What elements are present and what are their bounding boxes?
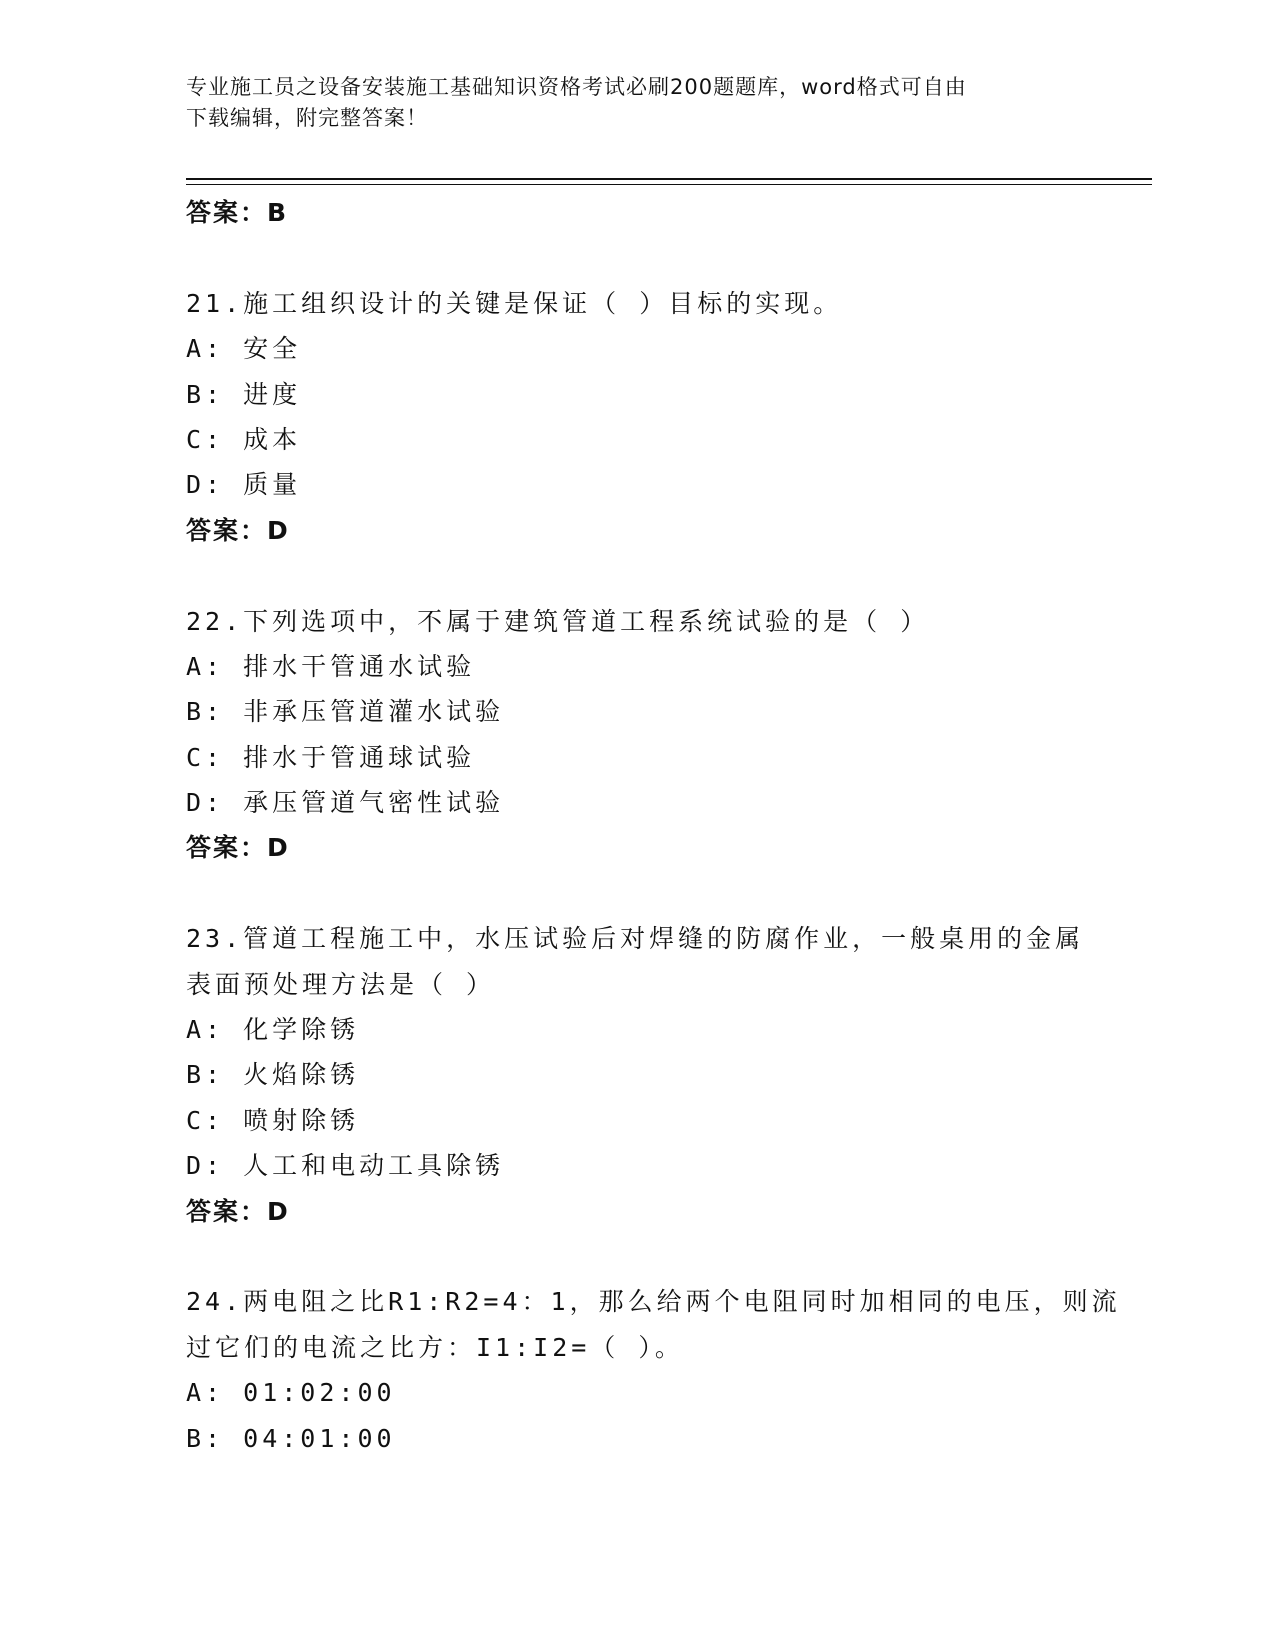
option-b: B: 非承压管道灌水试验: [186, 697, 505, 727]
question-stem-line-1: 23.管道工程施工中，水压试验后对焊缝的防腐作业，一般桌用的金属: [186, 924, 1085, 954]
option-c: C: 喷射除锈: [186, 1105, 360, 1135]
option-a: A: 化学除锈: [186, 1015, 360, 1045]
question-stem-line-2: 表面预处理方法是（ ）: [186, 969, 496, 999]
option-c: C: 排水于管通球试验: [186, 742, 476, 772]
option-b: B: 火焰除锈: [186, 1060, 360, 1090]
answer-line: 答案：D: [186, 833, 290, 863]
question-stem-line-2: 过它们的电流之比方：I1:I2=（ ）。: [186, 1332, 684, 1362]
header-line-1: 专业施工员之设备安装施工基础知识资格考试必刷200题题库，word格式可自由: [186, 75, 967, 99]
question-22: [186, 599, 1106, 871]
option-d: D: 质量: [186, 470, 302, 500]
header-rule-thin: [186, 184, 1152, 185]
option-d: D: 人工和电动工具除锈: [186, 1151, 505, 1181]
answer-line: 答案：B: [186, 198, 289, 227]
question-stem-line-1: 24.两电阻之比R1:R2=4：1，那么给两个电阻同时加相同的电压，则流: [186, 1287, 1121, 1317]
answer-line: 答案：D: [186, 1196, 290, 1226]
answer-line: 答案：D: [186, 515, 290, 545]
option-b: B: 进度: [186, 379, 302, 409]
question-23: [186, 916, 1106, 1234]
document-header: [186, 72, 1086, 134]
question-24: [186, 1279, 1121, 1461]
option-a: A: 安全: [186, 334, 302, 364]
option-b: B: 04:01:00: [186, 1423, 396, 1453]
option-a: A: 排水干管通水试验: [186, 651, 476, 681]
header-line-2: 下载编辑，附完整答案！: [186, 106, 428, 130]
header-rule-thick: [186, 178, 1152, 180]
option-c: C: 成本: [186, 424, 302, 454]
question-21: [186, 281, 1106, 553]
question-stem: 22.下列选项中，不属于建筑管道工程系统试验的是（ ）: [186, 606, 930, 636]
question-stem: 21.施工组织设计的关键是保证（ ）目标的实现。: [186, 288, 843, 318]
option-d: D: 承压管道气密性试验: [186, 788, 505, 818]
option-a: A: 01:02:00: [186, 1378, 396, 1408]
question-content: [186, 190, 1121, 1461]
